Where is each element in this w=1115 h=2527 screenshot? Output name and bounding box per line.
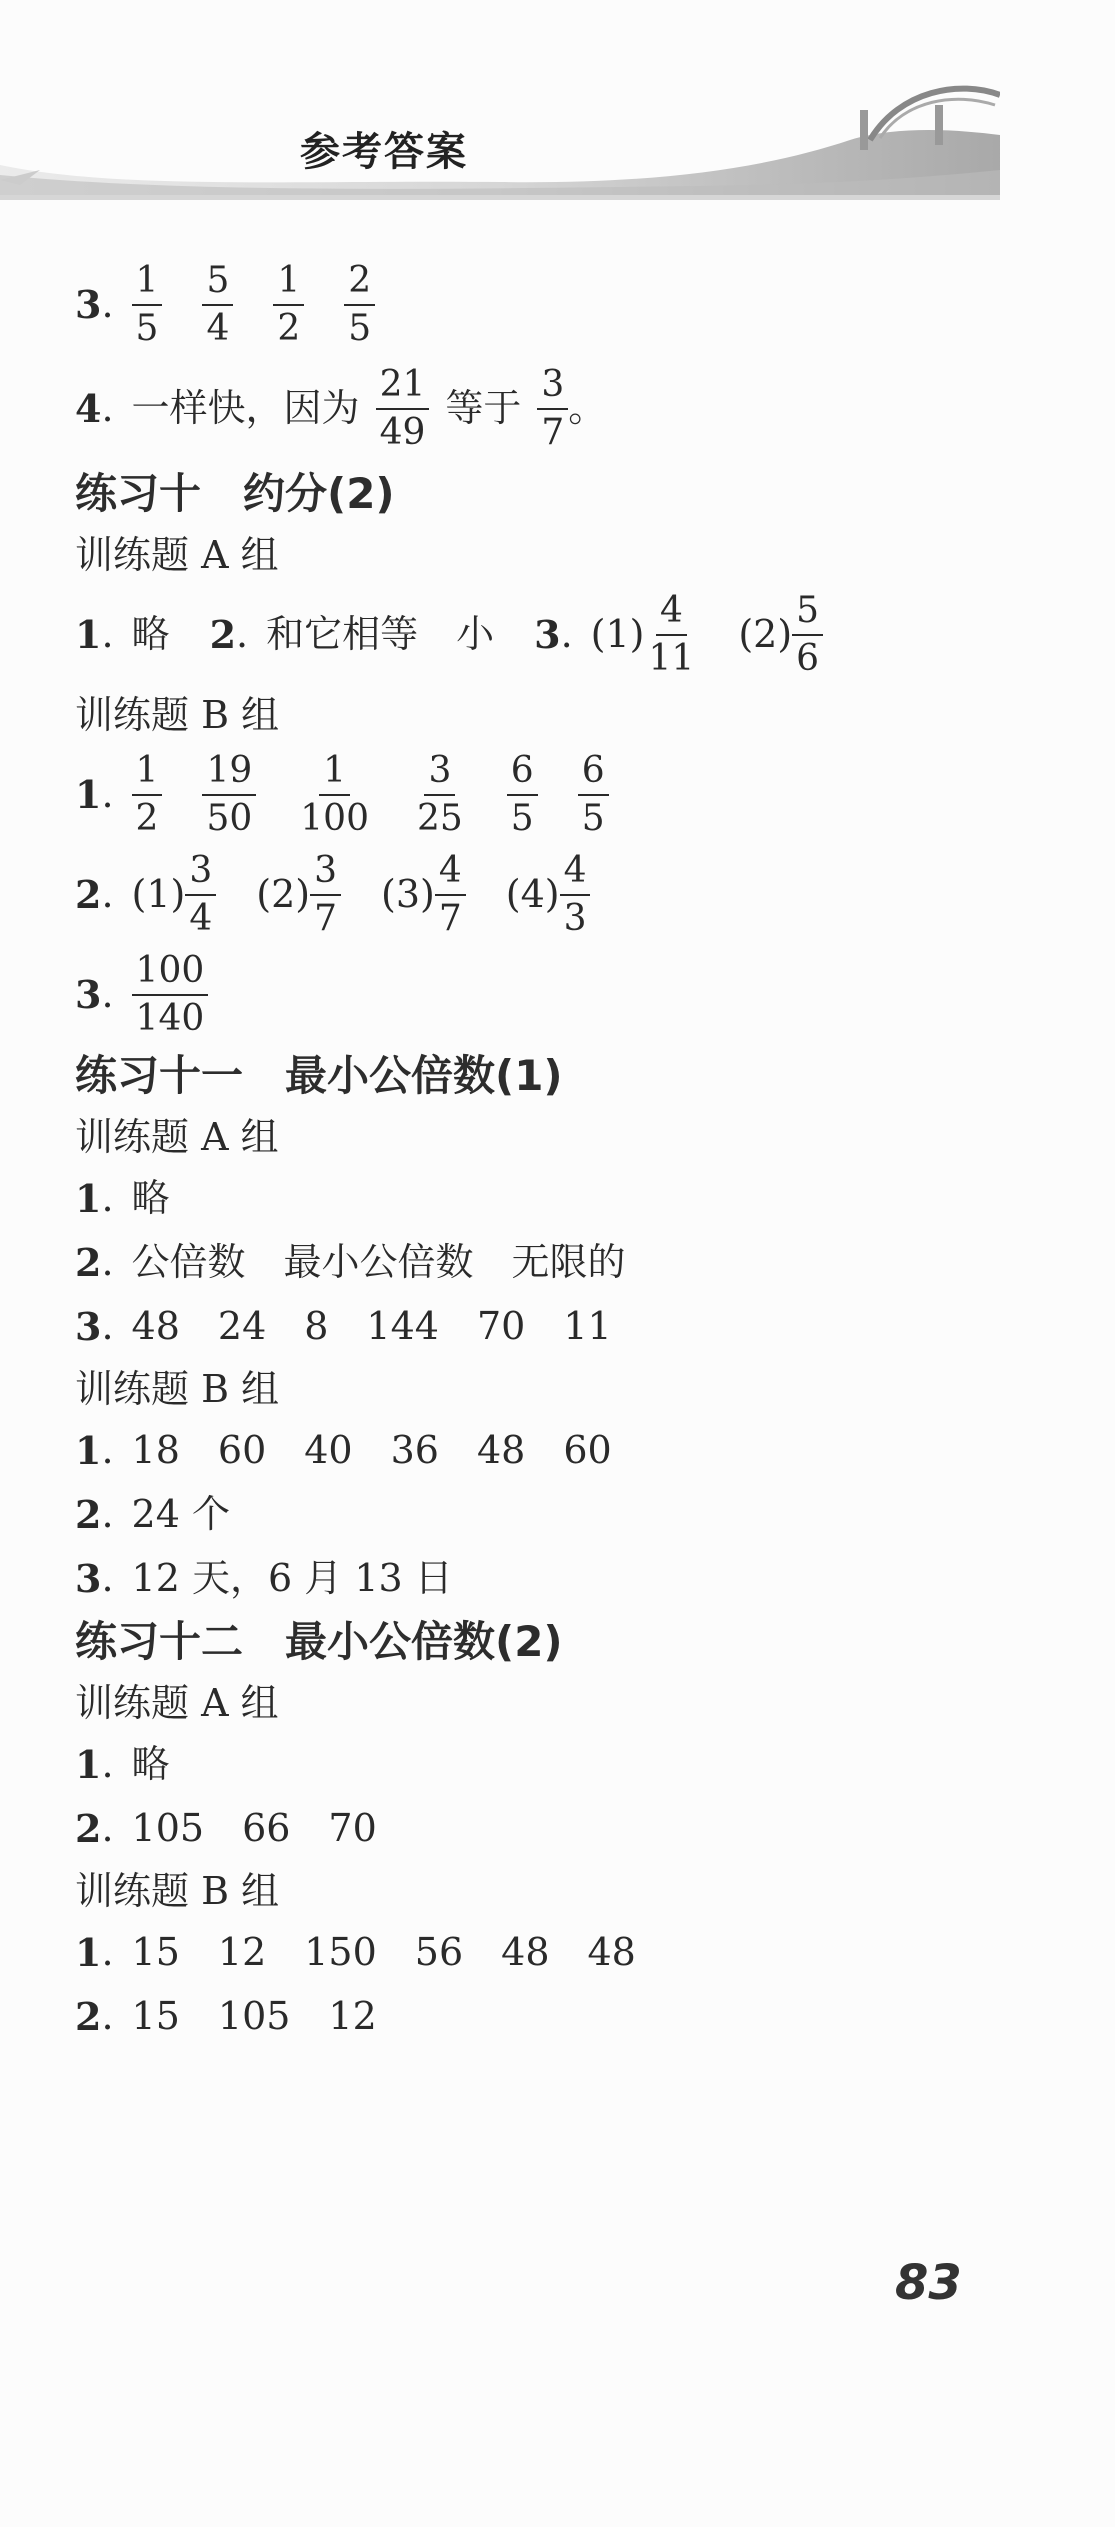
section-title: 练习十二 最小公倍数(2)	[75, 1617, 563, 1666]
question-number: 2	[209, 612, 237, 658]
s10-b3: 3 . $\frac{100}{140}$	[75, 945, 1035, 1045]
answer-text: 24 个	[131, 1492, 230, 1537]
group-label: 训练题 A 组	[75, 533, 279, 577]
section-title: 练习十一 最小公倍数(1)	[75, 1051, 563, 1100]
fraction: $\frac{5}{6}$	[792, 591, 823, 678]
part-label: (1)	[590, 612, 645, 657]
question-number: 1	[75, 1742, 102, 1788]
fraction: $\frac{3}{7}$	[310, 851, 341, 938]
fraction: $\frac{21}{49}$	[376, 365, 430, 452]
answer-line: 1 . 15 12 150 56 48 48	[75, 1930, 636, 1976]
fraction: $\frac{4}{11}$	[648, 590, 695, 679]
prev-q3: 3 . $\frac{1}{5}$ $\frac{5}{4}$ $\frac{1}{2}$ $\frac{2}{5}$	[75, 255, 1035, 355]
s10-a-line: 1 . 略 2 . 和它相等 小 3 . (1) $\frac{4}{11}$ (2) $\frac{5}{6}$	[75, 585, 1035, 685]
answer-line: 1 . 18 60 40 36 48 60	[75, 1428, 612, 1474]
answer-text: 48 24 8 144 70 11	[131, 1304, 612, 1349]
question-number: 3	[534, 612, 561, 658]
fraction: $\frac{3}{4}$	[185, 851, 216, 938]
answer-line: 2 . 15 105 12	[75, 1994, 377, 2040]
fraction: $\frac{6}{5}$	[507, 751, 538, 838]
fraction: $\frac{5}{4}$	[202, 261, 233, 348]
header-banner-illustration	[0, 70, 1000, 210]
s10-b1: 1 . $\frac{1}{2}$ $\frac{19}{50}$ $\frac{1}{100}$ $\frac{3}{25}$ $\frac{6}{5}$ $\frac{6}{5}$	[75, 745, 1035, 845]
answer-line: 3 . 12 天，6 月 13 日	[75, 1556, 453, 1602]
question-number: 2	[75, 1994, 102, 2040]
part-label: (2)	[738, 612, 793, 657]
question-number: 1	[75, 612, 102, 658]
fraction: $\frac{1}{5}$	[132, 261, 163, 348]
answer-line: 2 . 24 个	[75, 1492, 230, 1538]
fraction: $\frac{6}{5}$	[578, 751, 609, 838]
answer-text: 等于	[445, 386, 522, 431]
answer-text: 一样快，因为	[131, 386, 360, 431]
answer-line: 1 . 略	[75, 1742, 170, 1788]
answer-text: 12 天，6 月 13 日	[131, 1556, 453, 1601]
question-number: 2	[75, 872, 102, 918]
answer-line: 1 . 略	[75, 1176, 170, 1222]
question-number: 2	[75, 1240, 102, 1286]
question-number: 4	[75, 386, 102, 432]
fraction: $\frac{100}{140}$	[132, 951, 209, 1038]
question-number: 3	[75, 282, 102, 328]
fraction: $\frac{1}{2}$	[273, 261, 304, 348]
answer-text: 18 60 40 36 48 60	[131, 1428, 612, 1473]
part-label: (1)	[131, 872, 186, 917]
fraction: $\frac{4}{3}$	[560, 851, 591, 938]
question-number: 3	[75, 972, 102, 1018]
answer-text: 15 12 150 56 48 48	[131, 1930, 636, 1975]
group-label: 训练题 B 组	[75, 693, 280, 737]
header-title: 参考答案	[300, 129, 468, 175]
answer-text: 15 105 12	[131, 1994, 377, 2039]
question-number: 2	[75, 1806, 102, 1852]
group-label: 训练题 A 组	[75, 1681, 279, 1725]
answer-line: 2 . 105 66 70	[75, 1806, 377, 1852]
answer-line: 2 . 公倍数 最小公倍数 无限的	[75, 1240, 626, 1286]
group-label: 训练题 A 组	[75, 1115, 279, 1159]
question-number: 3	[75, 1556, 102, 1602]
answer-line: 3 . 48 24 8 144 70 11	[75, 1304, 612, 1350]
group-label: 训练题 B 组	[75, 1869, 280, 1913]
question-number: 1	[75, 772, 102, 818]
fraction: $\frac{3}{25}$	[416, 750, 463, 839]
s10-b2: 2 . (1) $\frac{3}{4}$ (2) $\frac{3}{7}$ (3) $\frac{4}{7}$ (4) $\frac{4}{3}$	[75, 845, 1035, 945]
answer-content	[75, 255, 1035, 2049]
fraction: $\frac{4}{7}$	[435, 851, 466, 938]
fraction: $\frac{1}{2}$	[132, 751, 163, 838]
question-number: 1	[75, 1176, 102, 1222]
question-number: 1	[75, 1428, 102, 1474]
prev-q4: 4 . 一样快，因为 $\frac{21}{49}$ 等于 $\frac{3}{7}$ 。	[75, 364, 607, 453]
fraction: $\frac{2}{5}$	[344, 261, 375, 348]
page-header	[0, 70, 1000, 210]
part-label: (3)	[381, 872, 435, 917]
fraction: $\frac{19}{50}$	[202, 751, 256, 838]
answer-text: 略	[131, 612, 170, 657]
answer-text: 略	[131, 1176, 170, 1221]
section-title: 练习十 约分(2)	[75, 469, 395, 518]
answer-text: 105 66 70	[131, 1806, 377, 1851]
answer-text: 略	[131, 1742, 170, 1787]
question-number: 1	[75, 1930, 102, 1976]
fraction: $\frac{3}{7}$	[537, 365, 568, 452]
part-label: (2)	[256, 872, 311, 917]
page-number: 83	[895, 2255, 962, 2311]
question-number: 2	[75, 1492, 102, 1538]
answer-text: 公倍数 最小公倍数 无限的	[131, 1240, 626, 1285]
part-label: (4)	[505, 872, 560, 917]
group-label: 训练题 B 组	[75, 1367, 280, 1411]
answer-text: 。	[568, 386, 607, 431]
question-number: 3	[75, 1304, 102, 1350]
fraction: $\frac{1}{100}$	[300, 750, 369, 839]
answer-text: 和它相等 小	[266, 612, 495, 657]
